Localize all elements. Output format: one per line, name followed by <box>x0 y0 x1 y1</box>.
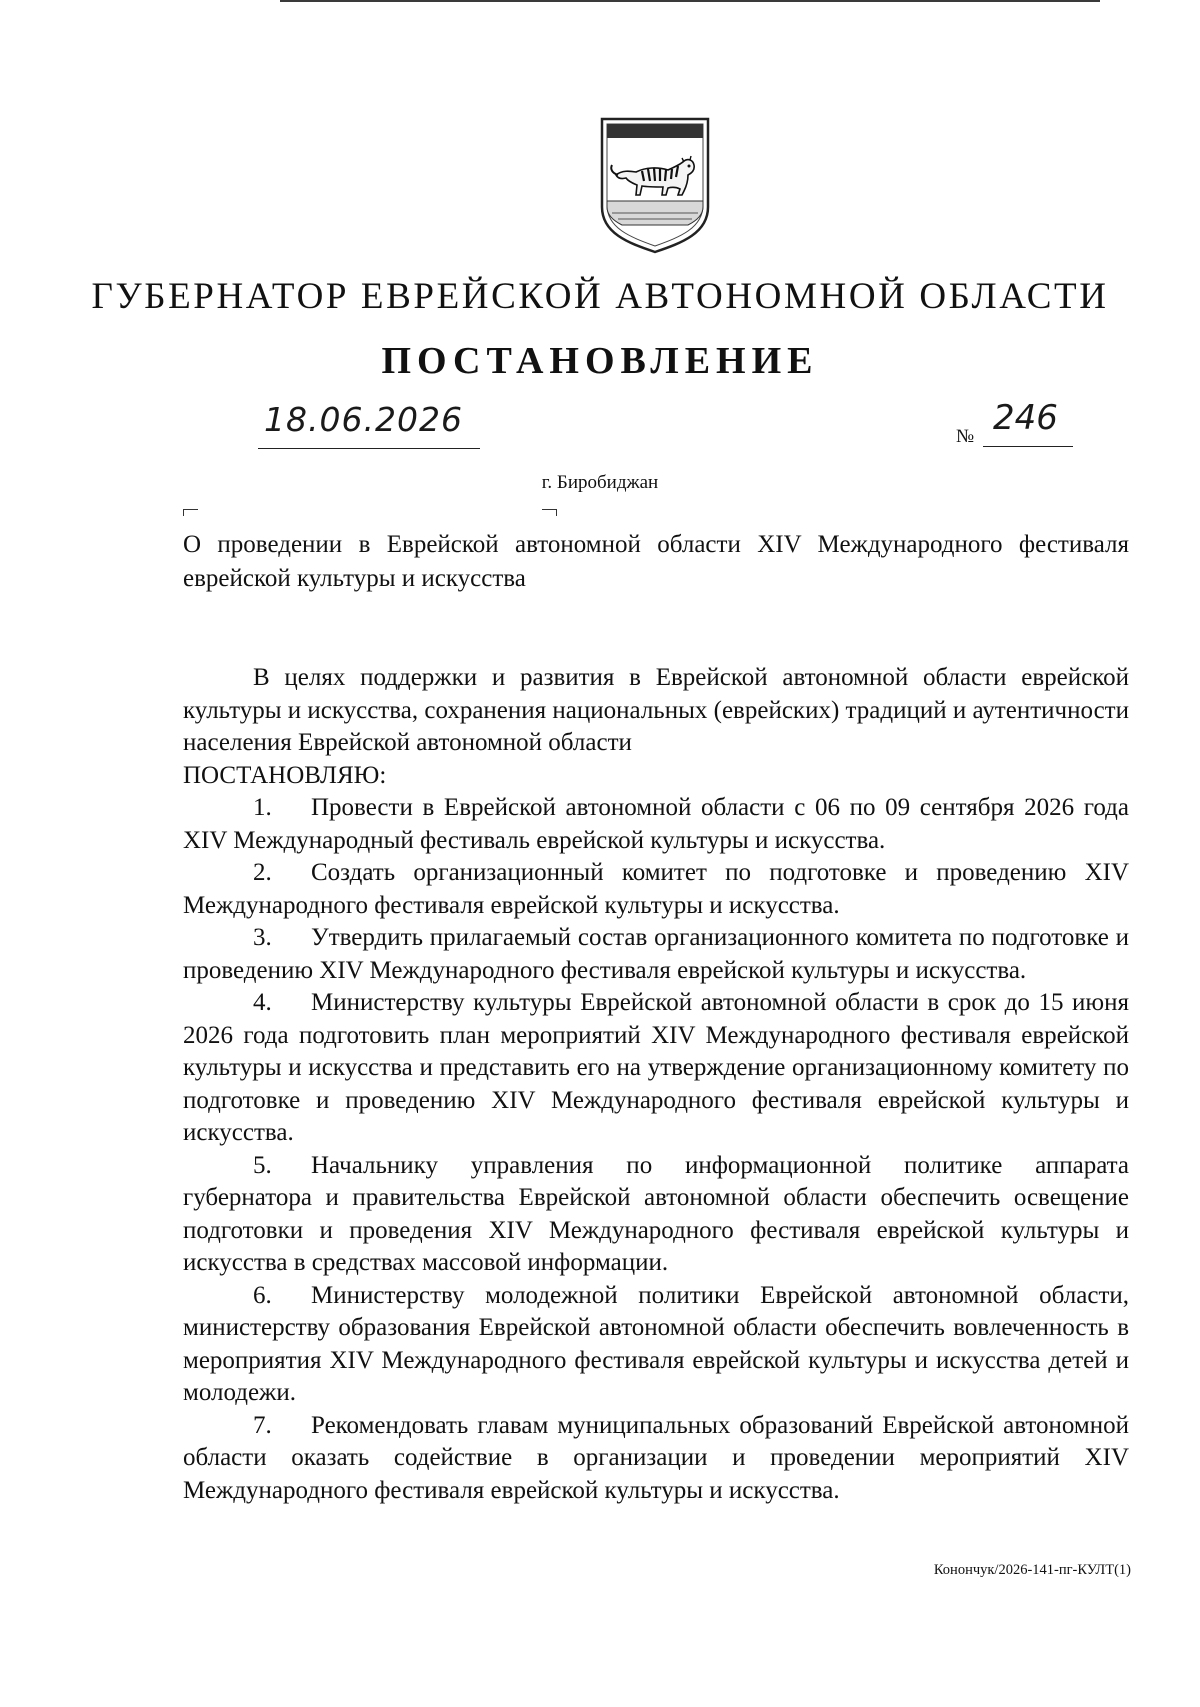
coat-of-arms-tiger-icon <box>596 115 714 255</box>
list-item <box>183 1150 1129 1280</box>
decree-word: ПОСТАНОВЛЯЮ: <box>183 761 387 789</box>
item-text: Министерству молодежной политики Еврейской автономной области, министерству образования Еврейской автономной области обеспечить вовлеченность в мероприятия XIV Международного фестиваля еврейской культуры и искусства детей и молодежи. <box>183 1281 1129 1406</box>
document-body <box>183 662 1129 1507</box>
item-text: Утвердить прилагаемый состав организационного комитета по подготовке и проведению XIV Международного фестиваля еврейской культуры и искусства. <box>183 924 1129 984</box>
city-label: г. Биробиджан <box>541 472 659 493</box>
number-sign: № <box>956 426 975 447</box>
document-type-title: ПОСТАНОВЛЕНИЕ <box>381 340 819 382</box>
item-number: 4. <box>253 989 272 1016</box>
document-reference-code: Конончук/2026-141-пг-КУЛТ(1) <box>933 1562 1131 1578</box>
list-item <box>183 1410 1129 1508</box>
date-field <box>258 400 480 449</box>
item-text: Рекомендовать главам муниципальных образований Еврейской автономной области оказать содействие в организации и проведении мероприятий XIV Международного фестиваля еврейской культуры и искусства. <box>183 1411 1129 1504</box>
item-number: 2. <box>253 859 272 886</box>
list-item <box>183 922 1129 987</box>
item-number: 6. <box>253 1281 272 1309</box>
top-border-line <box>280 0 1100 2</box>
list-item <box>183 987 1129 1150</box>
governor-title: ГУБЕРНАТОР ЕВРЕЙСКОЙ АВТОНОМНОЙ ОБЛАСТИ <box>91 276 1109 317</box>
item-text: Провести в Еврейской автономной области с 06 по 09 сентября 2026 года XIV Международный фестиваль еврейской культуры и искусства. <box>183 794 1129 854</box>
item-text: Министерству культуры Еврейской автономной области в срок до 15 июня 2026 года подготовить план мероприятий XIV Международного фестиваля еврейской культуры и искусства и представить его на утверждение организационному комитету по подготовке и проведению XIV Международного фестиваля еврейской культуры и искусства. <box>183 989 1129 1146</box>
subject-corner-mark-left <box>183 509 198 516</box>
subject-corner-mark-right <box>542 509 557 516</box>
list-item <box>183 1280 1129 1410</box>
item-text: Начальнику управления по информационной политике аппарата губернатора и правительства Еврейской автономной области обеспечить освещение подготовки и проведения XIV Международного фестиваля еврейской культуры и искусства в средствах массовой информации. <box>183 1151 1129 1276</box>
number-field <box>983 398 1073 447</box>
item-number: 3. <box>253 924 272 951</box>
preamble-paragraph: В целях поддержки и развития в Еврейской автономной области еврейской культуры и искусства, сохранения национальных (еврейских) традиций и аутентичности населения Еврейской автономной области <box>183 664 1129 756</box>
handwritten-number: 246 <box>993 398 1058 438</box>
list-item <box>183 792 1129 857</box>
item-text: Создать организационный комитет по подготовке и проведению XIV Международного фестиваля еврейской культуры и искусства. <box>183 859 1129 919</box>
item-number: 5. <box>253 1151 272 1179</box>
item-number: 7. <box>253 1411 272 1439</box>
item-number: 1. <box>253 794 272 821</box>
handwritten-date: 18.06.2026 <box>264 400 463 439</box>
list-item <box>183 857 1129 922</box>
document-subject: О проведении в Еврейской автономной области XIV Международного фестиваля еврейской культуры и искусства <box>183 531 1129 592</box>
